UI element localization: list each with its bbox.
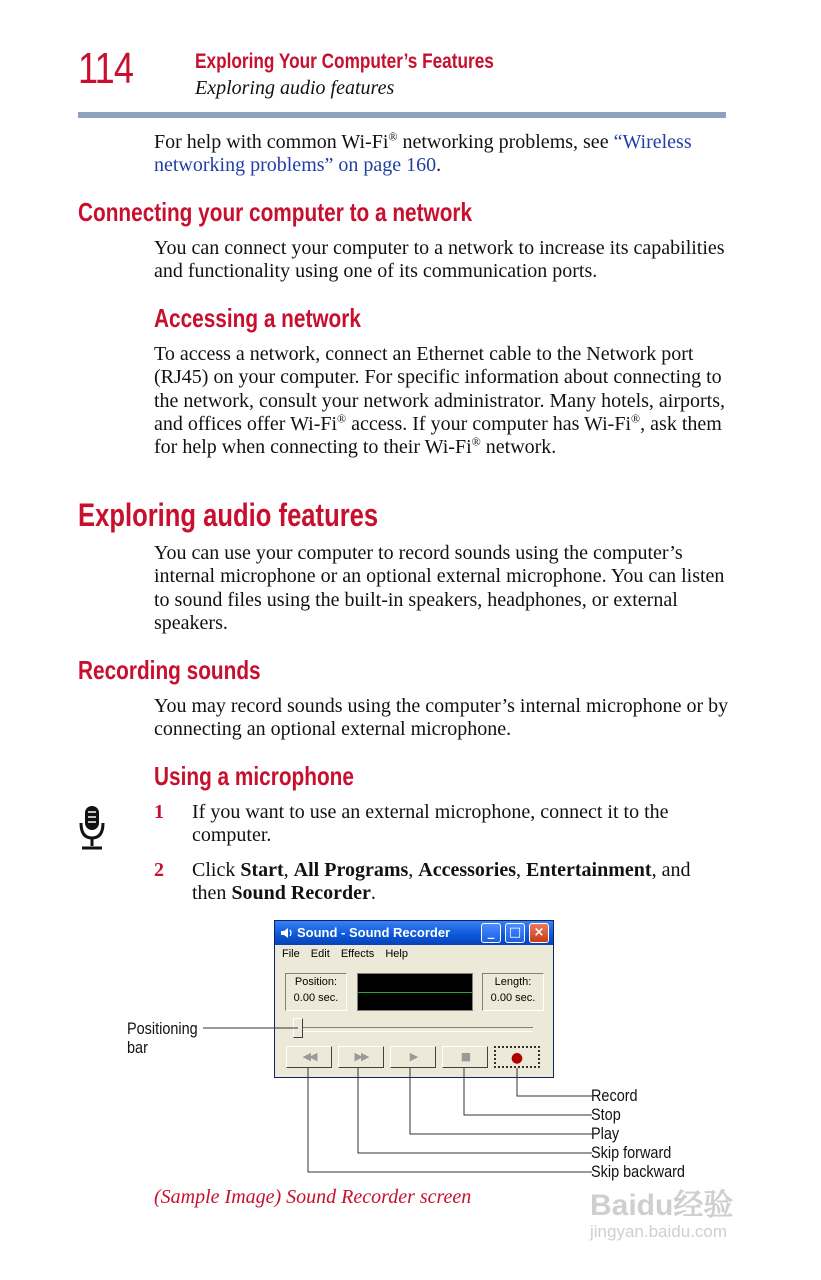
callout-play: Play (591, 1124, 620, 1143)
recording-paragraph: You may record sounds using the computer’s internal microphone or by connecting an optional external microphone. (154, 695, 729, 741)
heading-microphone: Using a microphone (154, 761, 354, 791)
wireless-problems-link[interactable]: “Wireless networking problems” on page 160 (154, 131, 692, 177)
heading-accessing: Accessing a network (154, 303, 361, 333)
chapter-title: Exploring Your Computer’s Features (195, 50, 494, 73)
menu-help[interactable]: Help (385, 948, 408, 960)
baidu-watermark-logo: Baidu经验 (590, 1189, 734, 1222)
record-button[interactable]: ● (494, 1046, 540, 1068)
step-number: 2 (154, 859, 164, 881)
baidu-watermark-url: jingyan.baidu.com (590, 1222, 728, 1241)
accessing-text: access. If your computer has Wi-Fi (346, 412, 632, 435)
callout-positioning-bar (127, 1019, 198, 1057)
menu-edit[interactable]: Edit (310, 948, 330, 960)
callout-text: bar (127, 1038, 148, 1057)
menu-effects[interactable]: Effects (340, 948, 375, 960)
callout-text: Positioning (127, 1019, 198, 1038)
menu-path-entertainment: Entertainment (526, 859, 652, 881)
menu-path-sound-recorder: Sound Recorder (231, 882, 371, 905)
callout-skip-forward: Skip forward (591, 1143, 672, 1162)
intro-text: networking problems, see (397, 131, 614, 153)
step-text-part: Click (192, 859, 241, 881)
step-text-part: , (283, 859, 294, 881)
menu-path-all-programs: All Programs (293, 859, 409, 881)
skip-backward-button[interactable]: ◀◀ (286, 1046, 332, 1068)
accessing-text: , ask them for help when connecting to their Wi-Fi (154, 412, 722, 459)
accessing-text: To access a network, connect an Ethernet cable to the Network port (RJ45) on your computer. For specific information about connecting to the network, consult your network administrator. Many hotels, airports, and offices offer Wi-Fi (154, 343, 726, 435)
heading-audio: Exploring audio features (78, 497, 379, 533)
position-value: 0.00 sec. (293, 992, 339, 1004)
audio-paragraph: You can use your computer to record sounds using the computer’s internal microphone or an optional external microphone. You can listen to sound files using the built-in speakers, headphones, or external speakers. (154, 542, 725, 634)
registered-mark: ® (337, 411, 347, 426)
callout-stop: Stop (591, 1105, 621, 1124)
callout-skip-backward: Skip backward (591, 1162, 685, 1181)
menu-file[interactable]: File (282, 948, 300, 960)
step-number: 1 (154, 801, 164, 823)
page-number: 114 (78, 44, 134, 93)
position-label: Position: (294, 976, 338, 988)
maximize-button[interactable]: □ (505, 923, 525, 943)
connecting-paragraph: You can connect your computer to a network to increase its capabilities and functionality using one of its communication ports. (154, 237, 725, 283)
length-label: Length: (494, 976, 532, 988)
close-button[interactable]: × (529, 923, 549, 943)
skip-forward-button[interactable]: ▶▶ (338, 1046, 384, 1068)
step-text-part: , (516, 859, 527, 881)
accessing-text: network. (480, 436, 557, 459)
stop-button[interactable]: ■ (442, 1046, 488, 1068)
step-text-part: , and then (192, 859, 691, 905)
menu-path-start: Start (240, 859, 284, 881)
registered-mark: ® (631, 411, 641, 426)
menu-path-accessories: Accessories (418, 859, 517, 881)
window-title: Sound - Sound Recorder (297, 925, 451, 940)
step-text-part: . (370, 882, 376, 905)
registered-mark: ® (471, 434, 481, 449)
registered-mark: ® (388, 129, 398, 144)
intro-text: For help with common Wi-Fi (154, 131, 389, 153)
step-text: If you want to use an external microphone, connect it to the computer. (192, 801, 669, 847)
intro-text: . (436, 154, 442, 177)
figure-caption: (Sample Image) Sound Recorder screen (154, 1186, 472, 1208)
heading-recording: Recording sounds (78, 655, 261, 685)
length-value: 0.00 sec. (490, 992, 536, 1004)
step-text-part: , (408, 859, 419, 881)
heading-connecting: Connecting your computer to a network (78, 197, 473, 227)
section-running-title: Exploring audio features (195, 77, 395, 99)
minimize-button[interactable]: _ (481, 923, 501, 943)
play-button[interactable]: ▶ (390, 1046, 436, 1068)
callout-record: Record (591, 1086, 638, 1105)
